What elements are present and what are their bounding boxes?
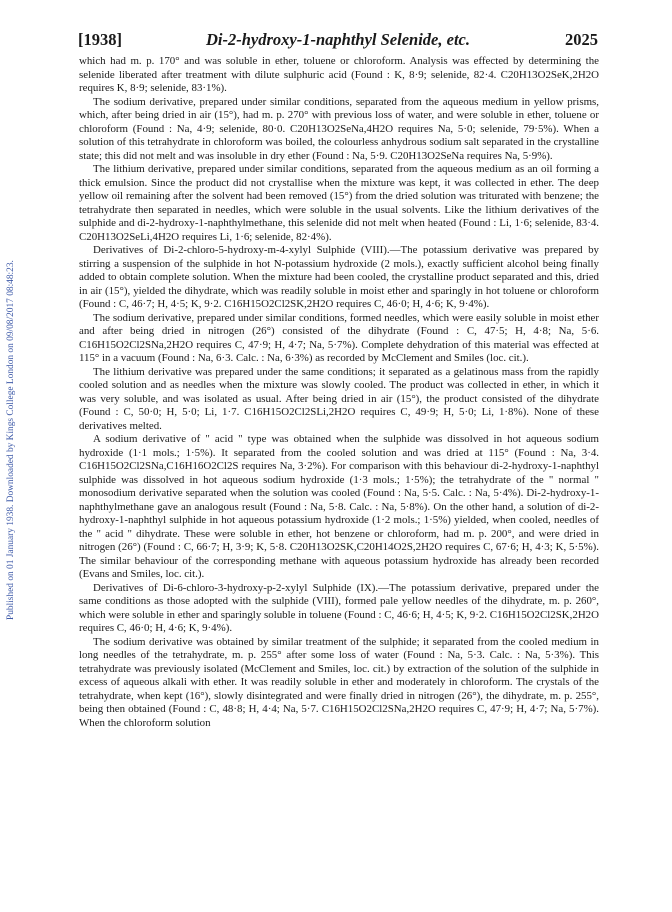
paragraph: A sodium derivative of " acid " type was obtained when the sulphide was dissolved in hot aqueous sodium hydroxide (1·1 mols.; 1·5%). It separated from the cooled solution and was dried at 115° (Found : Na, 3·4. C16H15O2Cl2SNa,C16H16O2Cl2S requires Na, 3·2%). For comparison with this behaviour di-2-hydroxy-1-naphthyl sulphide was dissolved in hot aqueous sodium hydroxide (1·3 mols.; 1·5%); the tetrahydrate of the " normal " monosodium derivative separated when the solution was cooled (Found : Na, 5·5. Calc. : Na, 5·4%). Di-2-hydroxy-1-naphthylmethane gave an analogous result (Found : Na, 5·8. Calc. : Na, 5·8%). On the other hand, a solution of di-2-hydroxy-1-naphthyl sulphide in hot aqueous potassium hydroxide (1·2 mols.; 1·5%) yielded, when cooled, needles of the " acid " dihydrate. These were soluble in ether, hot benzene or chloroform, had m. p. 200°, and were dried in nitrogen (26°) (Found : C, 66·7; H, 3·9; K, 5·8. C20H13O2SK,C20H14O2S,2H2O requires C, 67·6; H, 4·3; K, 5·5%). The similar behaviour of the corresponding methane with aqueous potassium hydroxide has already been recorded (Evans and Smiles, loc. cit.). — [79, 433, 599, 580]
paragraph: The sodium derivative was obtained by similar treatment of the sulphide; it separated from the cooled medium in long needles of the tetrahydrate, m. p. 255° after some loss of water (Found : Na, 5·3. Calc. : Na, 5·3%). This tetrahydrate was previously isolated (McClement and Smiles, loc. cit.) by extraction of the solution of the sulphide in excess of aqueous alkali with ether. It was readily soluble in ether and moderately in chloroform. The crystals of the tetrahydrate, when kept (16°), slowly disintegrated and were finally dried in nitrogen (26°), the dihydrate, m. p. 255°, being then obtained (Found : C, 48·8; H, 4·4; Na, 5·7. C16H15O2Cl2SNa,2H2O requires C, 47·9; H, 4·7; Na, 5·7%). When the chloroform solution — [79, 635, 599, 729]
article-body — [79, 55, 599, 730]
year-label: [1938] — [78, 30, 122, 49]
paragraph: which had m. p. 170° and was soluble in ether, toluene or chloroform. Analysis was effected by determining the selenide liberated after treatment with dilute sulphuric acid (Found : K, 8·9; selenide, 82·4. C20H13O2SeK,2H2O requires K, 8·9; selenide, 83·1%). — [79, 55, 599, 94]
paragraph: The lithium derivative, prepared under similar conditions, separated from the aqueous medium as an oil forming a thick emulsion. Since the product did not crystallise when the mixture was kept, it was collected in ether. The deep yellow oil remaining after the solvent had been removed (15°) from the dried solution was triturated with benzene; the tetrahydrate then separated in needles, which were soluble in the usual solvents. Like the lithium derivatives of the sulphide and di-2-hydroxy-1-naphthylmethane, this selenide did not melt when heated (Found : Li, 1·6; selenide, 83·4. C20H13O2SeLi,4H2O requires Li, 1·6; selenide, 82·4%). — [79, 163, 599, 243]
page-number: 2025 — [565, 30, 598, 49]
running-title: Di-2-hydroxy-1-naphthyl Selenide, etc. — [206, 30, 470, 49]
paragraph: The lithium derivative was prepared under the same conditions; it separated as a gelatinous mass from the rapidly cooled solution and as needles when the mixture was slowly cooled. The product was collected in ether, in which it was very soluble, and was isolated as usual. After being dried in air (15°), the product consisted of the dihydrate (Found : C, 50·0; H, 5·0; Li, 1·7. C16H15O2Cl2SLi,2H2O requires C, 49·9; H, 5·0; Li, 1·8%). None of these derivatives melted. — [79, 365, 599, 432]
page-header — [78, 30, 598, 52]
paragraph: Derivatives of Di-6-chloro-3-hydroxy-p-2-xylyl Sulphide (IX).—The potassium derivative, prepared under the same conditions as those adopted with the sulphide (VIII), formed pale yellow needles of the dihydrate, m. p. 260°, which were soluble in ether and sparingly soluble in toluene (Found : C, 46·6; H, 4·5; K, 9·2. C16H15O2Cl2SK,2H2O requires C, 46·0; H, 4·6; K, 9·4%). — [79, 581, 599, 634]
paragraph: Derivatives of Di-2-chloro-5-hydroxy-m-4-xylyl Sulphide (VIII).—The potassium derivative was prepared by stirring a suspension of the sulphide in hot N-potassium hydroxide (2 mols.), exactly sufficient alcohol being finally added to obtain complete solution. When the mixture had been cooled, the crystalline product separated and this, dried in air (15°), yielded the dihydrate, which was readily soluble in moist ether and sparingly in hot toluene or chloroform (Found : C, 46·7; H, 4·5; K, 9·2. C16H15O2Cl2SK,2H2O requires C, 46·0; H, 4·6; K, 9·4%). — [79, 244, 599, 310]
paragraph: The sodium derivative, prepared under similar conditions, separated from the aqueous medium in yellow prisms, which, after being dried in air (15°), had m. p. 270° with previous loss of water, and were soluble in ether, toluene or chloroform (Found : Na, 4·9; selenide, 80·0. C20H13O2SeNa,4H2O requires Na, 5·0; selenide, 79·5%). When a solution of this tetrahydrate in chloroform was boiled, the colourless anhydrous sodium salt separated in the crystalline state; this did not melt and was insoluble in dry ether (Found : Na, 5·9. C20H13O2SeNa requires Na, 5·9%). — [79, 95, 599, 162]
download-notice: Published on 01 January 1938. Downloaded by Kings College London on 09/08/2017 08:48:23. — [6, 260, 16, 620]
paragraph: The sodium derivative, prepared under similar conditions, formed needles, which were easily soluble in moist ether and after being dried in nitrogen (26°) consisted of the dihydrate (Found : C, 47·5; H, 4·8; Na, 5·6. C16H15O2Cl2SNa,2H2O requires C, 47·9; H, 4·7; Na, 5·7%). Complete dehydration of this material was effected at 115° in a vacuum (Found : Na, 6·3. Calc. : Na, 6·3%) as recorded by McClement and Smiles (loc. cit.). — [79, 311, 599, 364]
